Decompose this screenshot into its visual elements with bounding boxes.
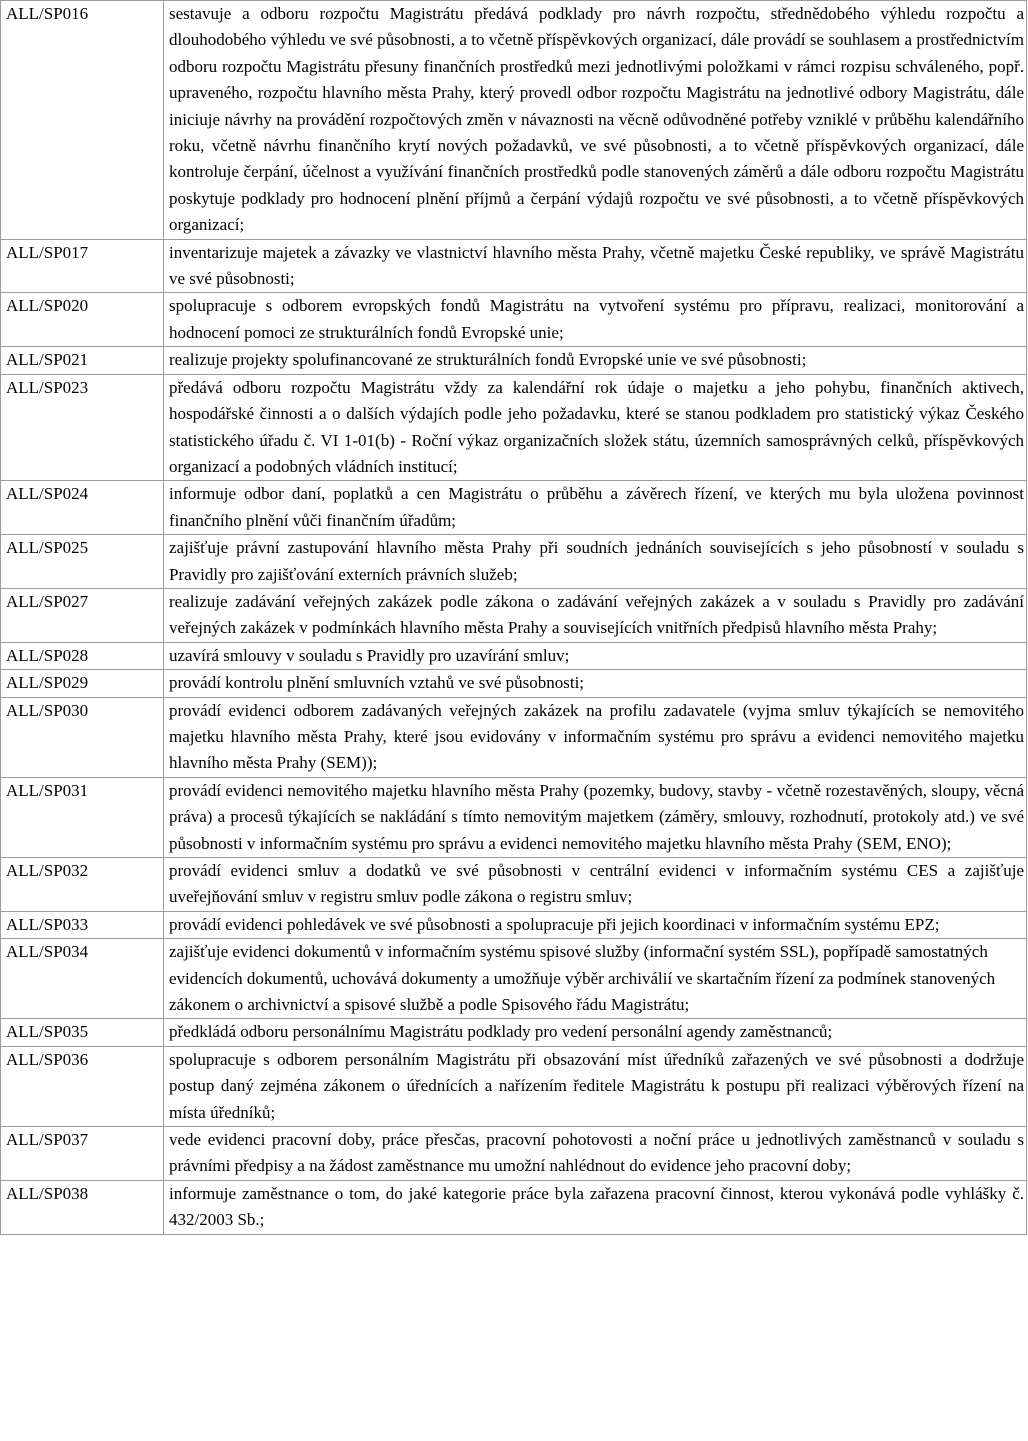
row-description: zajišťuje právní zastupování hlavního města Prahy při soudních jednáních souvisejících s jeho působností v souladu s Pravidly pro zajišťování externích právních služeb; [164,535,1027,589]
table-row [1,535,1027,589]
row-code: ALL/SP025 [1,535,164,589]
row-code: ALL/SP030 [1,697,164,777]
table-row [1,670,1027,697]
row-description: spolupracuje s odborem evropských fondů Magistrátu na vytvoření systému pro přípravu, realizaci, monitorování a hodnocení pomoci ze strukturálních fondů Evropské unie; [164,293,1027,347]
row-code: ALL/SP024 [1,481,164,535]
row-description: realizuje zadávání veřejných zakázek podle zákona o zadávání veřejných zakázek a v souladu s Pravidly pro zadávání veřejných zakázek v podmínkách hlavního města Prahy a souvisejících vnitřních předpisů hlavního města Prahy; [164,588,1027,642]
table-row [1,1127,1027,1181]
row-description: provádí evidenci smluv a dodatků ve své působnosti v centrální evidenci v informačním systému CES a zajišťuje uveřejňování smluv v registru smluv podle zákona o registru smluv; [164,858,1027,912]
row-code: ALL/SP021 [1,347,164,374]
table-row [1,777,1027,857]
table-row [1,1046,1027,1126]
row-code: ALL/SP031 [1,777,164,857]
row-code: ALL/SP038 [1,1180,164,1234]
row-code: ALL/SP027 [1,588,164,642]
row-code: ALL/SP036 [1,1046,164,1126]
row-description: předkládá odboru personálnímu Magistrátu podklady pro vedení personální agendy zaměstnanců; [164,1019,1027,1046]
row-description: spolupracuje s odborem personálním Magistrátu při obsazování míst úředníků zařazených ve své působnosti a dodržuje postup daný zejména zákonem o úřednících a nařízením ředitele Magistrátu k postupu při realizaci výběrových řízení na místa úředníků; [164,1046,1027,1126]
row-description: provádí evidenci pohledávek ve své působnosti a spolupracuje při jejich koordinaci v informačním systému EPZ; [164,911,1027,938]
row-description: provádí evidenci nemovitého majetku hlavního města Prahy (pozemky, budovy, stavby - včetně rozestavěných, sloupy, věcná práva) a procesů týkajících se nakládání s tímto nemovitým majetkem (záměry, smlouvy, rozhodnutí, protokoly atd.) ve své působnosti v informačním systému pro správu a evidenci nemovitého majetku hlavního města Prahy (SEM, ENO); [164,777,1027,857]
row-description: informuje odbor daní, poplatků a cen Magistrátu o průběhu a závěrech řízení, ve kterých mu byla uložena povinnost finančního plnění vůči finančním úřadům; [164,481,1027,535]
row-description: předává odboru rozpočtu Magistrátu vždy za kalendářní rok údaje o majetku a jeho pohybu, finančních aktivech, hospodářské činnosti a o dalších výdajích podle jeho požadavku, které se stanou podkladem pro statistický výkaz Českého statistického úřadu č. VI 1-01(b) - Roční výkaz organizačních složek státu, územních samosprávných celků, příspěvkových organizací a podobných vládních institucí; [164,374,1027,481]
row-code: ALL/SP037 [1,1127,164,1181]
row-code: ALL/SP035 [1,1019,164,1046]
table-row [1,911,1027,938]
table-row [1,293,1027,347]
row-description: realizuje projekty spolufinancované ze strukturálních fondů Evropské unie ve své působnosti; [164,347,1027,374]
row-description: provádí evidenci odborem zadávaných veřejných zakázek na profilu zadavatele (vyjma smluv týkajících se nemovitého majetku hlavního města Prahy, které jsou evidovány v informačním systému pro správu a evidenci nemovitého majetku hlavního města Prahy (SEM)); [164,697,1027,777]
row-description: inventarizuje majetek a závazky ve vlastnictví hlavního města Prahy, včetně majetku České republiky, ve správě Magistrátu ve své působnosti; [164,239,1027,293]
row-code: ALL/SP034 [1,939,164,1019]
row-code: ALL/SP032 [1,858,164,912]
row-description: provádí kontrolu plnění smluvních vztahů ve své působnosti; [164,670,1027,697]
table-row [1,588,1027,642]
row-description: vede evidenci pracovní doby, práce přesčas, pracovní pohotovosti a noční práce u jednotlivých zaměstnanců v souladu s právními předpisy a na žádost zaměstnance mu umožní nahlédnout do evidence jeho pracovní doby; [164,1127,1027,1181]
row-description: uzavírá smlouvy v souladu s Pravidly pro uzavírání smluv; [164,642,1027,669]
table-row [1,697,1027,777]
row-code: ALL/SP017 [1,239,164,293]
table-row [1,1019,1027,1046]
row-description: sestavuje a odboru rozpočtu Magistrátu předává podklady pro návrh rozpočtu, střednědobého výhledu rozpočtu a dlouhodobého výhledu ve své působnosti, a to včetně příspěvkových organizací, dále provádí se souhlasem a prostřednictvím odboru rozpočtu Magistrátu přesuny finančních prostředků mezi jednotlivými položkami v rámci rozpisu schváleného, popř. upraveného, rozpočtu hlavního města Prahy, který provedl odbor rozpočtu Magistrátu na jednotlivé odbory Magistrátu, dále iniciuje návrhy na provádění rozpočtových změn v návaznosti na věcně odůvodněné potřeby vzniklé v průběhu kalendářního roku, včetně návrhu finančního krytí nových požadavků, ve své působnosti, a to včetně příspěvkových organizací, dále kontroluje čerpání, účelnost a využívání finančních prostředků podle stanovených záměrů a dále odboru rozpočtu Magistrátu poskytuje podklady pro hodnocení plnění příjmů a čerpání výdajů rozpočtu ve své působnosti, a to včetně příspěvkových organizací; [164,1,1027,240]
row-code: ALL/SP028 [1,642,164,669]
table-row [1,858,1027,912]
table-row [1,347,1027,374]
row-code: ALL/SP023 [1,374,164,481]
table-row [1,374,1027,481]
row-code: ALL/SP020 [1,293,164,347]
table-row [1,939,1027,1019]
row-code: ALL/SP033 [1,911,164,938]
row-description: informuje zaměstnance o tom, do jaké kategorie práce byla zařazena pracovní činnost, kterou vykonává podle vyhlášky č. 432/2003 Sb.; [164,1180,1027,1234]
table-body [1,1,1027,1235]
row-code: ALL/SP016 [1,1,164,240]
table-row [1,642,1027,669]
table-row [1,239,1027,293]
table-row [1,1180,1027,1234]
row-code: ALL/SP029 [1,670,164,697]
row-description: zajišťuje evidenci dokumentů v informačním systému spisové služby (informační systém SSL), popřípadě samostatných evidencích dokumentů, uchovává dokumenty a umožňuje výběr archiválií ve skartačním řízení za podmínek stanovených zákonem o archivnictví a spisové službě a podle Spisového řádu Magistrátu; [164,939,1027,1019]
table-row [1,1,1027,240]
table-row [1,481,1027,535]
